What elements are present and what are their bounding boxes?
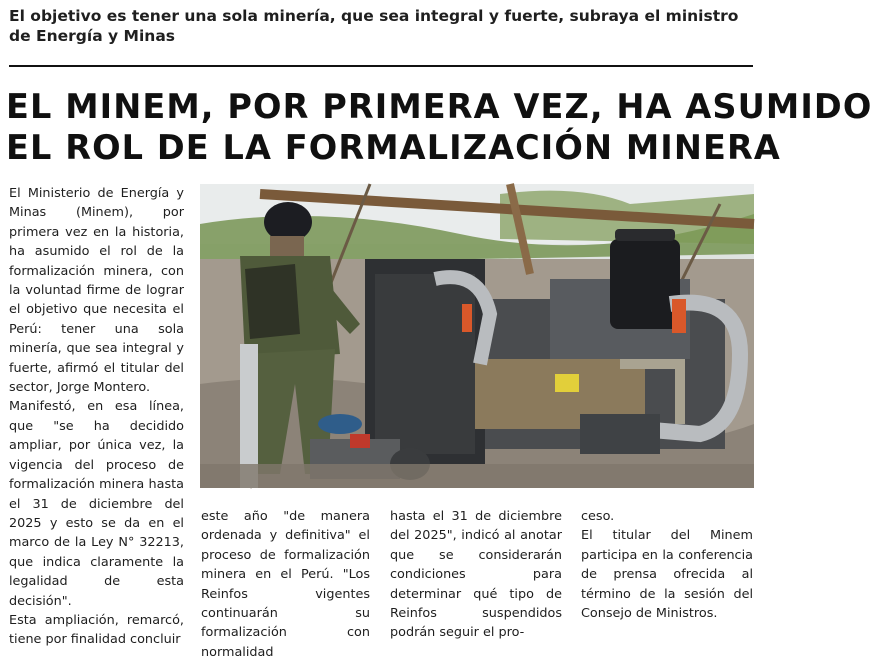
- body-column-2: [201, 507, 370, 662]
- body-paragraph: Manifestó, en esa línea, que "se ha decidido ampliar, por única vez, la vigencia del proceso de formalización minera hasta el 31 de diciembre del 2025 y esto se da en el marco de la Ley N° 32213, que indica claramente la legalidad de esta decisión".: [9, 399, 184, 609]
- body-paragraph: ceso.: [581, 509, 615, 524]
- body-paragraph: El Ministerio de Energía y Minas (Minem), por primera vez en la historia, ha asumido el rol de la formalización minera, con la voluntad firme de lograr el objetivo que necesita el Perú: tener una sola minería, que sea integral y fuerte, afirmó el titular del sector, Jorge Montero.: [9, 186, 184, 396]
- body-paragraph: El titular del Minem participa en la conferencia de prensa ofrecida al término de la sesión del Consejo de Ministros.: [581, 528, 753, 622]
- body-column-3: [390, 507, 562, 643]
- body-column-1: [9, 184, 184, 650]
- body-column-4: [581, 507, 753, 623]
- article-kicker: El objetivo es tener una sola minería, que sea integral y fuerte, subraya el ministro de Energía y Minas: [9, 7, 739, 45]
- body-paragraph: este año "de manera ordenada y definitiva" el proceso de formalización minera en el Perú. "Los Reinfos vigentes continuarán su formalización con normalidad: [201, 509, 370, 660]
- headline-line-1: EL MINEM, POR PRIMERA VEZ, HA ASUMIDO: [6, 87, 872, 126]
- article-headline: [6, 86, 872, 168]
- headline-line-2: EL ROL DE LA FORMALIZACIÓN MINERA: [6, 128, 781, 167]
- body-paragraph: Esta ampliación, remarcó, tiene por finalidad concluir: [9, 612, 184, 648]
- body-paragraph: hasta el 31 de diciembre del 2025", indicó al anotar que se considerarán condiciones para determinar qué tipo de Reinfos suspendidos podrán seguir el pro-: [390, 509, 562, 641]
- kicker-divider: [9, 65, 753, 67]
- article-photo: [200, 184, 754, 488]
